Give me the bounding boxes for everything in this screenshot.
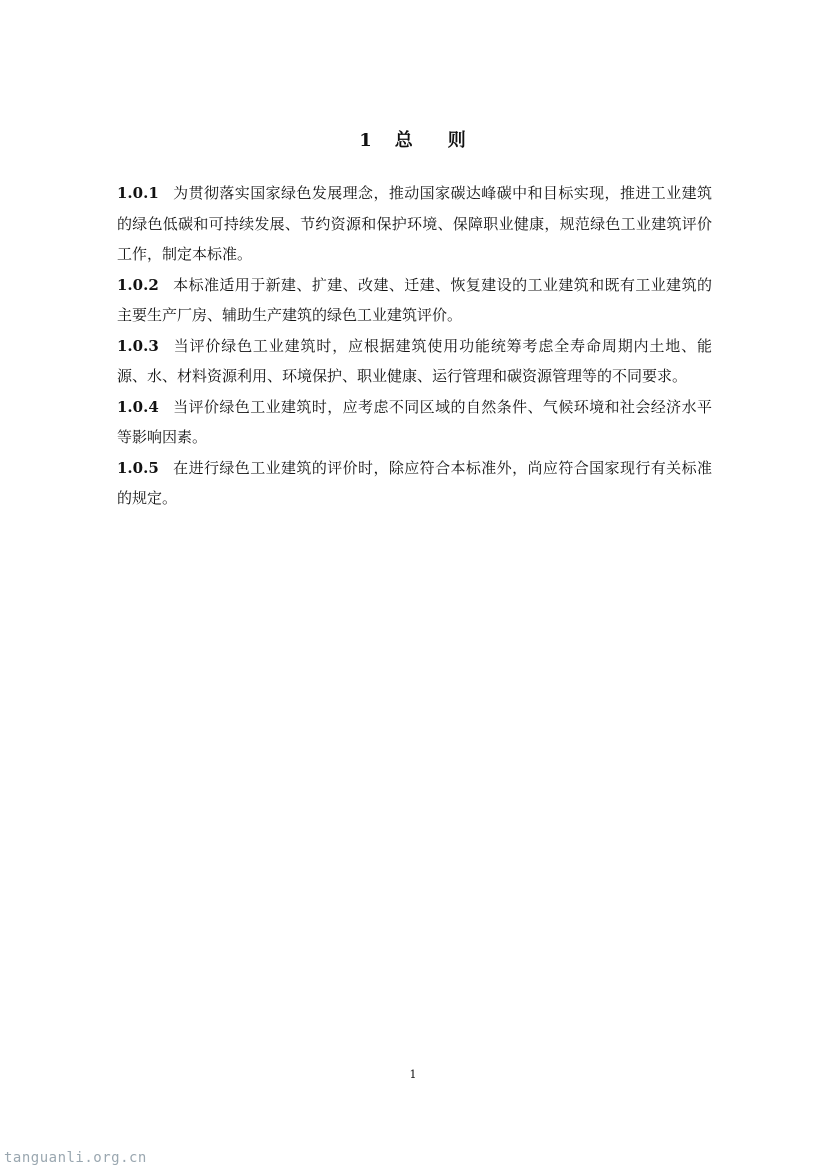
clause-text: 当评价绿色工业建筑时，应根据建筑使用功能统筹考虑全寿命周期内土地、能源、水、材料资源利用、环境保护、职业健康、运行管理和碳资源管理等的不同要求。 <box>117 336 712 385</box>
chapter-title-char-2: 则 <box>447 130 467 151</box>
clause-number: 1.0.3 <box>117 336 159 355</box>
clause-number: 1.0.1 <box>117 184 159 202</box>
clause-text: 在进行绿色工业建筑的评价时，除应符合本标准外，尚应符合国家现行有关标准的规定。 <box>117 458 712 507</box>
clause-1-0-2 <box>117 270 712 331</box>
clause-number: 1.0.4 <box>117 397 159 416</box>
clause-text: 本标准适用于新建、扩建、改建、迁建、恢复建设的工业建筑和既有工业建筑的主要生产厂房、辅助生产建筑的绿色工业建筑评价。 <box>117 275 712 324</box>
clause-text: 为贯彻落实国家绿色发展理念，推动国家碳达峰碳中和目标实现，推进工业建筑的绿色低碳和可持续发展、节约资源和保护环境、保障职业健康，规范绿色工业建筑评价工作，制定本标准。 <box>117 184 712 263</box>
chapter-number: 1 <box>359 130 373 151</box>
chapter-title <box>0 126 826 152</box>
clause-1-0-4 <box>117 392 712 453</box>
clause-number: 1.0.5 <box>117 458 159 477</box>
clause-1-0-5 <box>117 453 712 514</box>
clause-number: 1.0.2 <box>117 275 159 294</box>
watermark-text: tanguanli.org.cn <box>4 1150 147 1166</box>
clause-1-0-3 <box>117 331 712 392</box>
page-number: 1 <box>409 1068 417 1081</box>
clause-list <box>117 178 712 514</box>
clause-text: 当评价绿色工业建筑时，应考虑不同区域的自然条件、气候环境和社会经济水平等影响因素。 <box>117 397 712 446</box>
clause-1-0-1 <box>117 178 712 270</box>
chapter-title-char-1: 总 <box>394 130 414 151</box>
